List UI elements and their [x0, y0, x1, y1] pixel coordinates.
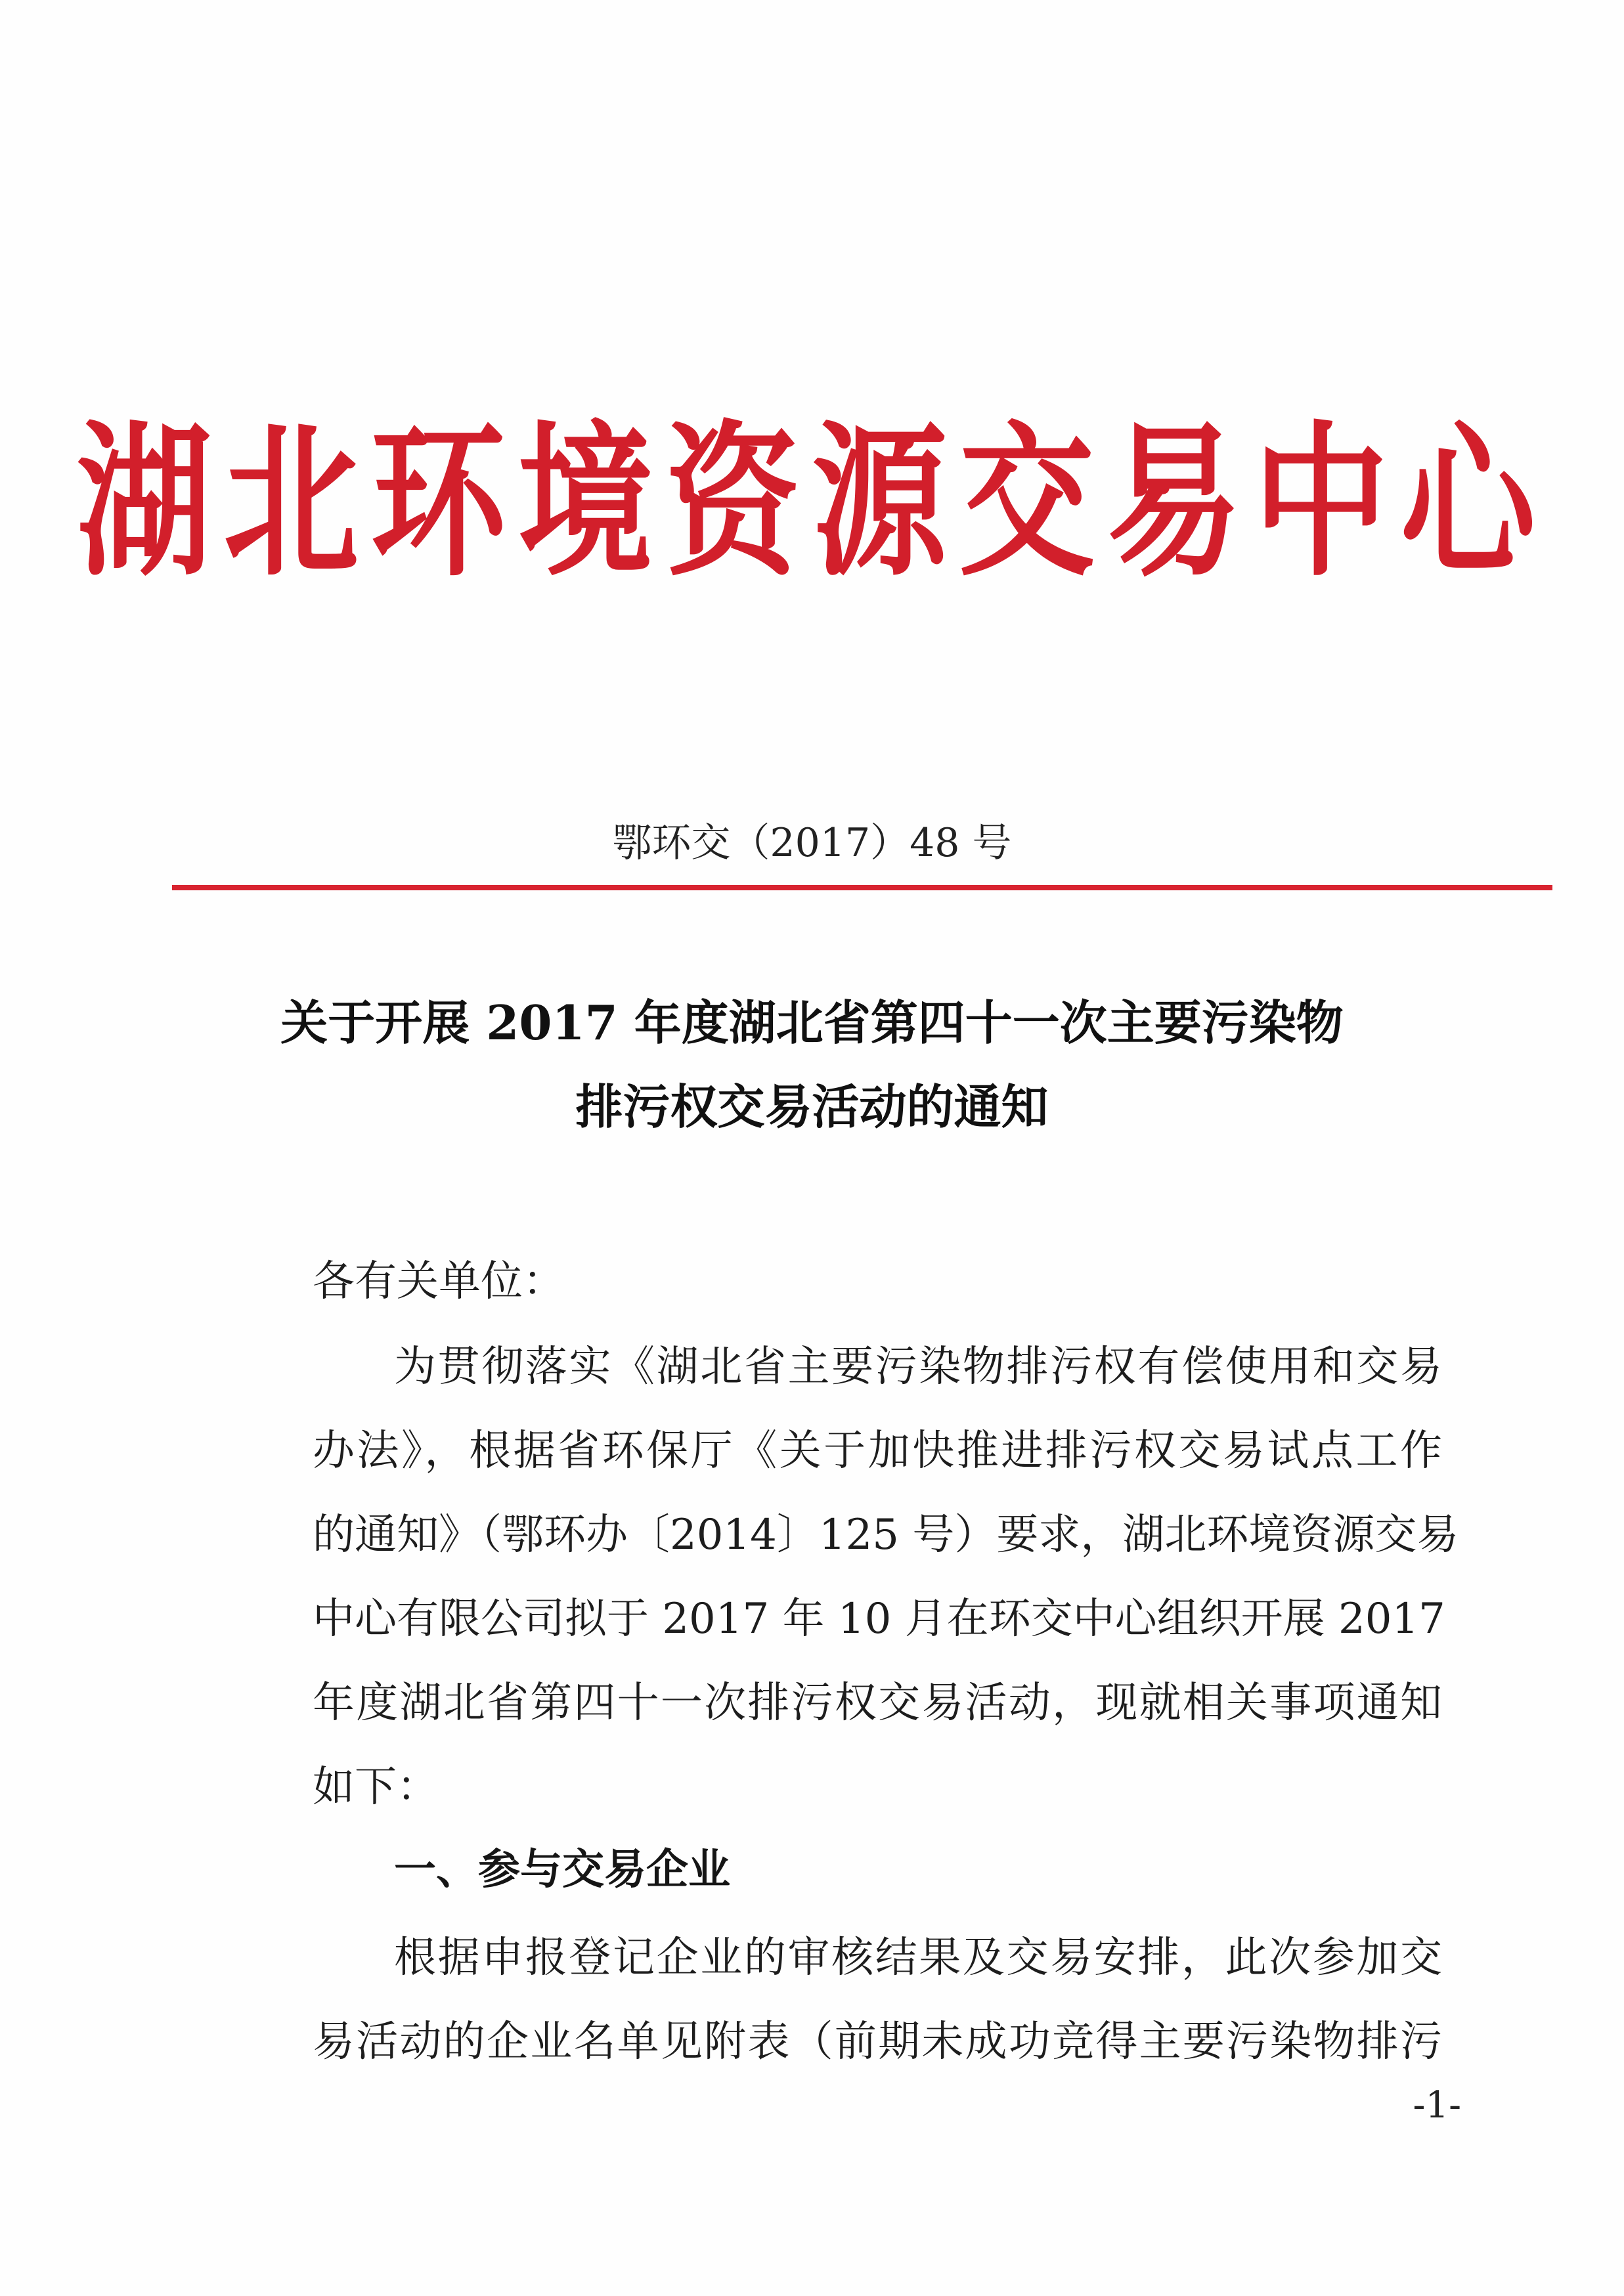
paragraph-1-line-4: 中心有限公司拟于 2017 年 10 月在环交中心组织开展 2017 [313, 1595, 1445, 1643]
salutation: 各有关单位： [313, 1257, 565, 1306]
paragraph-1-line-3: 的通知》（鄂环办〔2014〕125 号）要求，湖北环境资源交易 [313, 1511, 1459, 1559]
document-title-line-1: 关于开展 2017 年度湖北省第四十一次主要污染物 [280, 995, 1344, 1051]
paragraph-1-line-5: 年度湖北省第四十一次排污权交易活动，现就相关事项通知 [313, 1679, 1442, 1727]
document-title-line-2: 排污权交易活动的通知 [575, 1079, 1049, 1135]
paragraph-1-line-6: 如下： [313, 1763, 439, 1811]
issuer-header: 湖北环境资源交易中心 [76, 406, 1548, 599]
document-number: 鄂环交（2017）48 号 [612, 820, 1012, 866]
section-1-heading: 一、参与交易企业 [394, 1846, 730, 1894]
paragraph-1-line-2: 办法》，根据省环保厅《关于加快推进排污权交易试点工作 [313, 1427, 1442, 1475]
header-divider [172, 885, 1552, 890]
page-number: -1- [1413, 2084, 1461, 2127]
paragraph-2-line-1: 根据申报登记企业的审核结果及交易安排，此次参加交 [394, 1934, 1442, 1982]
paragraph-2-line-2: 易活动的企业名单见附表（前期未成功竞得主要污染物排污 [313, 2018, 1442, 2066]
paragraph-1-line-1: 为贯彻落实《湖北省主要污染物排污权有偿使用和交易 [394, 1343, 1442, 1391]
